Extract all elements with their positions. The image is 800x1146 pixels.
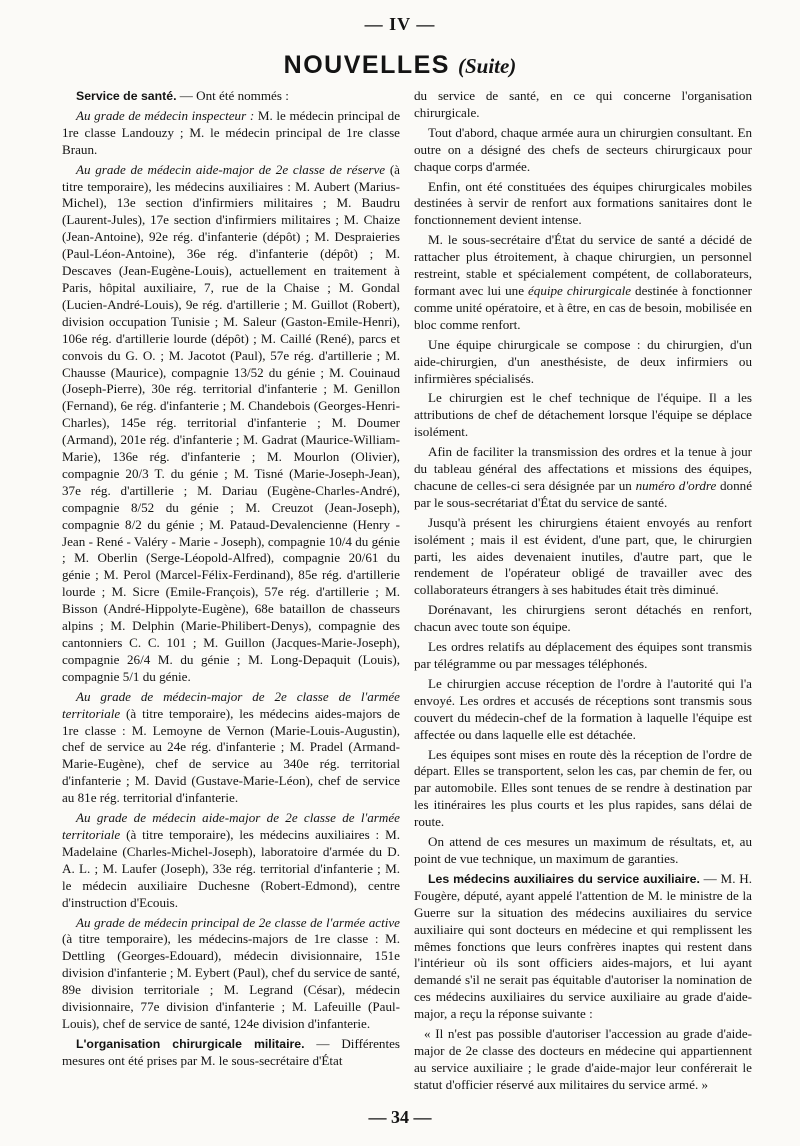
paragraph: Le chirurgien accuse réception de l'ordre à l'autorité qui l'a envoyé. Les ordres et accusés de réceptions sont transmis sous couvert du médecin-chef de la formation à laquelle l'équipe est affectée ou dans laquelle elle est détachée.	[414, 675, 752, 742]
paragraph: Au grade de médecin aide-major de 2e classe de réserve (à titre temporaire), les médecins auxiliaires : M. Aubert (Marius-Michel), 13e section d'infirmiers militaires ; M. Baudru (Laurent-Jules), 17e section d'infirmiers militaires ; M. Chaize (Jean-Antoine), 92e rég. d'infanterie (dépôt) ; M. Despraieries (Paul-Léon-Antoine), 36e rég. d'infanterie (dépôt) ; M. Descaves (Jean-Eugène-Louis), actuellement en traitement à Paris, hôpital auxiliaire, 7, rue de la Chaise ; M. Gondal (Lucien-André-Louis), 9e rég. d'artillerie ; M. Guillot (Robert), division occupation Tunisie ; M. Saleur (Gaston-Emile-Henri), 106e rég. d'artillerie lourde (dépôt) ; M. Caillé (René), parcs et convois du G. O. ; M. Jacotot (Paul), 57e rég. d'artillerie ; M. Chausse (Maurice), compagnie 13/52 du génie ; M. Couinaud (Joseph-Pierre), 30e rég. territorial d'infanterie ; M. Genillon (Fernand), 6e rég. d'infanterie ; M. Chandebois (Georges-Henri-Charles), 145e rég. territorial d'infanterie ; M. Doumer (Armand), 201e rég. d'infanterie ; M. Gadrat (Maurice-William-Marie), 136e rég. d'infanterie ; M. Mourlon (Olivier), compagnie 20/3 T. du génie ; M. Tisné (Marie-Joseph-Jean), 37e rég. d'artillerie ; M. Dariau (Eugène-Charles-André), compagnie 8/52 du génie ; M. Creuzot (Jean-Joseph), compagnie 8/2 du génie ; M. Pataud-Devalencienne (Henry - Jean - René - Valéry - Marie - Joseph), compagnie 10/4 du génie ; M. Oberlin (Serge-Léopold-Alfred), compagnie 20/61 du génie ; M. Perol (Marcel-Félix-Ferdinand), 85e rég. d'artillerie lourde ; M. Sicre (Emile-François), 57e rég. d'artillerie ; M. Bisson (André-Hippolyte-Eugène), 68e bataillon de chasseurs alpins ; M. Delphin (Marie-Philibert-Denys), compagnie des cantonniers C. C. 101 ; M. Guillon (Jacques-Marie-Joseph), compagnie 26/4 M. du génie ; M. Long-Depaquit (Louis), compagnie 5/1 du génie.	[62, 161, 400, 684]
section-heading: Service de santé.	[76, 89, 177, 103]
page-number: — 34 —	[368, 1107, 432, 1127]
paragraph: Le chirurgien est le chef technique de l'équipe. Il a les attributions de chef de détachement lorsque l'équipe se déplace isolément.	[414, 390, 752, 440]
paragraph: M. le sous-secrétaire d'État du service de santé a décidé de rattacher plus étroitement, à chaque chirurgien, un personnel restreint, stable et spécialement compétent, de collaborateurs, formant avec lui une équipe chirurgicale destinée à fonctionner comme unité opératoire, et à être, en cas de besoin, mobilisée en bloc comme renfort.	[414, 232, 752, 332]
paragraph: Au grade de médecin inspecteur : M. le médecin principal de 1re classe Landouzy ; M. le médecin principal de 1re classe Braun.	[62, 107, 401, 157]
paragraph: Une équipe chirurgicale se compose : du chirurgien, d'un aide-chirurgien, d'un anesthésiste, de deux infirmiers ou infirmières spécialisés.	[414, 336, 752, 386]
title-suite: (Suite)	[457, 54, 517, 78]
paragraph: Les ordres relatifs au déplacement des équipes sont transmis par télégramme ou par messages téléphonés.	[414, 639, 752, 671]
article-columns	[62, 88, 753, 1092]
paragraph: Service de santé. — Ont été nommés :	[76, 88, 289, 103]
paragraph: L'organisation chirurgicale militaire. — Différentes mesures ont été prises par M. le sous-secrétaire d'État	[62, 1035, 401, 1068]
paragraph: Au grade de médecin aide-major de 2e classe de l'armée territoriale (à titre temporaire), les médecins auxiliaires : M. Madelaine (Charles-Michel-Joseph), laboratoire d'armée du D. A. L. ; M. Laufer (Joseph), 33e rég. territorial d'infanterie ; M. le médecin auxiliaire Duchesne (Robert-Edmond), centre d'instruction d'Ecouis.	[62, 810, 400, 910]
section-heading: Les médecins auxiliaires du service auxiliaire.	[428, 871, 700, 886]
paragraph: Les médecins auxiliaires du service auxiliaire. — M. H. Fougère, député, ayant appelé l'attention de M. le ministre de la Guerre sur la situation des médecins auxiliaires du service auxiliaire qui sont docteurs en médecine et qui remplissent les mêmes fonctions que leurs confrères inaptes qui restent dans l'intérieur où ils sont officiers aides-majors, et lui ayant demandé s'il ne serait pas équitable d'autoriser la nomination de ces médecins auxiliaires du service auxiliaire au grade d'aide-major, a reçu la réponse suivante :	[414, 870, 752, 1022]
paragraph: du service de santé, en ce qui concerne l'organisation chirurgicale.	[414, 88, 752, 120]
right-column	[414, 88, 753, 1092]
left-column	[62, 88, 400, 1088]
paragraph: Au grade de médecin principal de 2e classe de l'armée active (à titre temporaire), les médecins-majors de 1re classe : M. Dettling (Georges-Edouard), médecin divisionnaire, 151e division d'infanterie ; M. Eybert (Paul), chef du service de santé, 89e division territoriale ; M. Legrand (César), médecin divisionnaire, 77e division d'infanterie ; M. Lafeuille (Paul-Louis), chef de service de santé, 124e division d'infanterie.	[62, 914, 400, 1031]
paragraph: Au grade de médecin-major de 2e classe de l'armée territoriale (à titre temporaire), les médecins aides-majors de 1re classe : M. Lemoyne de Vernon (Marie-Louis-Augustin), chef de service au 24e rég. d'infanterie ; M. Pradel (Armand-Marie-Eugène), chef de service au 340e rég. territorial d'infanterie ; M. David (Gustave-Marie-Léon), chef de service au 81e rég. territorial d'infanterie.	[62, 688, 400, 806]
paragraph: Afin de faciliter la transmission des ordres et la tenue à jour du tableau général des affectations et missions des équipes, chacune de celles-ci sera désignée par un numéro d'ordre donné par le sous-secrétariat d'État du service de santé.	[414, 444, 753, 510]
paragraph: On attend de ces mesures un maximum de résultats, et, au point de vue technique, un maximum de garanties.	[414, 834, 752, 866]
quotation: « Il n'est pas possible d'autoriser l'accession au grade d'aide-major de 2e classe des docteurs en médecine qui appartiennent au service auxiliaire ; le grade d'aide-major leur conférerait le statut d'officier réservé aux militaires du service armé. »	[414, 1026, 752, 1092]
paragraph: Dorénavant, les chirurgiens seront détachés en renfort, chacun avec toute son équipe.	[414, 602, 752, 635]
section-heading: L'organisation chirurgicale militaire.	[76, 1036, 305, 1051]
paragraph: Jusqu'à présent les chirurgiens étaient envoyés au renfort isolément ; mais il est évident, d'une part, que, le chirurgien parti, les aides devenaient inutiles, d'autre part, que le rendement de l'opérateur obligé de travailler avec des collaborateurs étrangers à ses habitudes était très diminué.	[414, 514, 752, 598]
title-main: NOUVELLES	[283, 51, 450, 79]
page-title	[0, 50, 800, 84]
paragraph: Enfin, ont été constituées des équipes chirurgicales mobiles destinées à servir de renfort aux formations sanitaires dont le fonctionnement devient intense.	[414, 178, 752, 228]
paragraph: Les équipes sont mises en route dès la réception de l'ordre de départ. Elles se transportent, selon les cas, par chemin de fer, ou par automobile. Elles sont tenues de se rendre à destination par les itinéraires les plus courts et les plus rapides, sans délai de route.	[414, 746, 752, 830]
paragraph: Tout d'abord, chaque armée aura un chirurgien consultant. En outre on a désigné des chefs de secteurs chirurgicaux pour chaque corps d'armée.	[414, 124, 752, 174]
page-marker-top: — IV —	[364, 14, 436, 34]
